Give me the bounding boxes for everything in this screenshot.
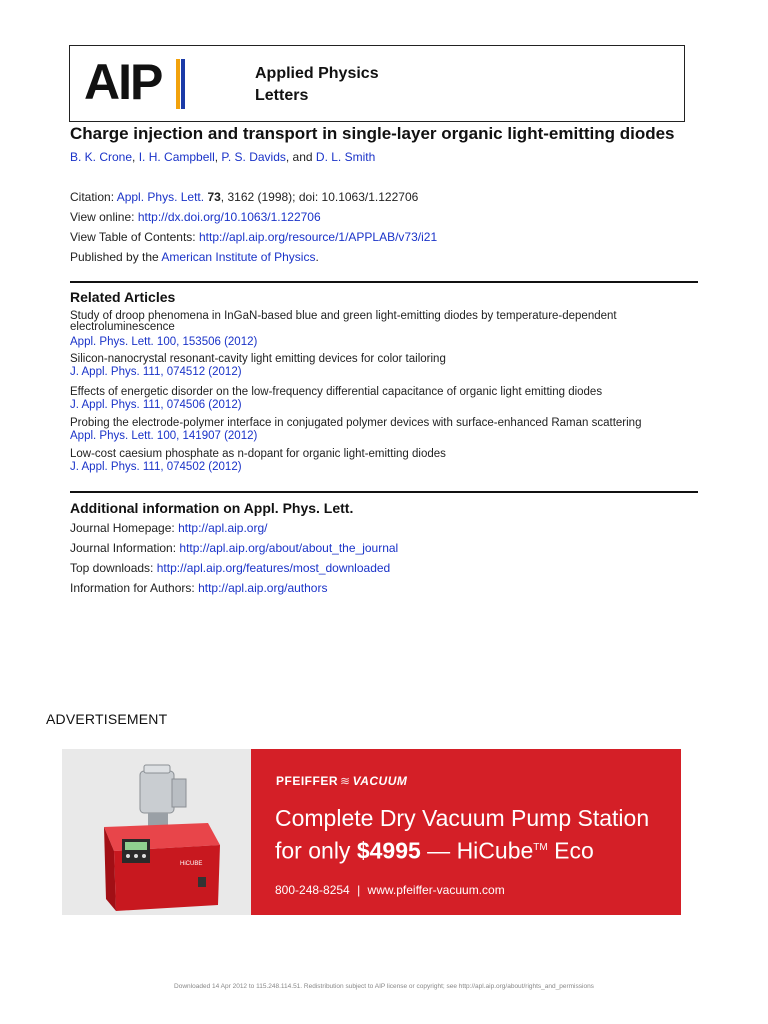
publisher-link[interactable]: American Institute of Physics bbox=[161, 250, 316, 264]
aip-logo bbox=[84, 55, 254, 115]
related-article-citation-link[interactable]: Appl. Phys. Lett. 100, 141907 (2012) bbox=[70, 430, 258, 442]
related-article-citation-link[interactable]: J. Appl. Phys. 111, 074506 (2012) bbox=[70, 399, 242, 411]
additional-info-heading: Additional information on Appl. Phys. Lett. bbox=[70, 500, 354, 516]
advertisement-heading: ADVERTISEMENT bbox=[46, 711, 168, 727]
journal-name bbox=[255, 63, 379, 107]
related-article-title: Silicon-nanocrystal resonant-cavity light emitting devices for color tailoring bbox=[70, 353, 446, 365]
doi-link[interactable]: http://dx.doi.org/10.1063/1.122706 bbox=[137, 210, 321, 224]
related-article-title: Effects of energetic disorder on the low-frequency differential capacitance of organic light emitting diodes bbox=[70, 386, 603, 398]
top-downloads-link[interactable]: http://apl.aip.org/features/most_downloaded bbox=[156, 561, 391, 575]
author-link-davids[interactable]: P. S. Davids bbox=[221, 150, 286, 164]
authors-info-line: Information for Authors: http://apl.aip.org/authors bbox=[70, 581, 328, 595]
citation-volume: 73 bbox=[207, 190, 221, 204]
related-article-title: Low-cost caesium phosphate as n-dopant for organic light-emitting diodes bbox=[70, 448, 446, 460]
related-articles-heading: Related Articles bbox=[70, 289, 176, 305]
journal-homepage-line: Journal Homepage: http://apl.aip.org/ bbox=[70, 521, 268, 535]
advertisement-contact: 800-248-8254 | www.pfeiffer-vacuum.com bbox=[275, 883, 505, 897]
author-list: B. K. Crone, I. H. Campbell, P. S. Davids, and D. L. Smith bbox=[70, 150, 376, 164]
advertisement-banner[interactable] bbox=[62, 749, 681, 915]
advertisement-price: $4995 bbox=[356, 837, 421, 864]
journal-homepage-link[interactable]: http://apl.aip.org/ bbox=[178, 521, 268, 535]
citation-journal-link[interactable]: Appl. Phys. Lett. bbox=[116, 190, 205, 204]
published-by-line: Published by the American Institute of Physics. bbox=[70, 250, 319, 264]
related-article-title: Study of droop phenomena in InGaN-based blue and green light-emitting diodes by temperature-dependent electroluminescence bbox=[70, 310, 617, 333]
advertisement-phone: 800-248-8254 bbox=[275, 883, 350, 897]
advertisement-headline: Complete Dry Vacuum Pump Station for only $4995 — HiCube™ Eco bbox=[275, 805, 650, 864]
divider bbox=[70, 491, 698, 493]
citation-line: Citation: Appl. Phys. Lett. 73, 3162 (1998); doi: 10.1063/1.122706 bbox=[70, 190, 419, 204]
download-footer: Downloaded 14 Apr 2012 to 115.248.114.51. Redistribution subject to AIP license or copyright; see http://apl.aip.org/about/rights_and_permissions bbox=[174, 983, 594, 990]
author-link-campbell[interactable]: I. H. Campbell bbox=[138, 150, 215, 164]
related-article-title: Probing the electrode-polymer interface in conjugated polymer devices with surface-enhanced Raman scattering bbox=[70, 417, 642, 429]
paper-title: Charge injection and transport in single-layer organic light-emitting diodes bbox=[70, 124, 675, 143]
authors-info-link[interactable]: http://apl.aip.org/authors bbox=[198, 581, 328, 595]
journal-header-banner bbox=[69, 45, 685, 122]
related-article-citation-link[interactable]: Appl. Phys. Lett. 100, 153506 (2012) bbox=[70, 336, 258, 348]
vacuum-pump-image bbox=[62, 749, 251, 915]
pfeiffer-vacuum-logo: PFEIFFER ≋ VACUUM bbox=[276, 774, 408, 788]
author-link-smith[interactable]: D. L. Smith bbox=[315, 150, 376, 164]
journal-name-line2: Letters bbox=[255, 87, 309, 104]
divider bbox=[70, 281, 698, 283]
author-link-crone[interactable]: B. K. Crone bbox=[70, 150, 133, 164]
aip-logo-text: AIP bbox=[84, 55, 162, 110]
toc-link[interactable]: http://apl.aip.org/resource/1/APPLAB/v73/i21 bbox=[198, 230, 438, 244]
journal-information-link[interactable]: http://apl.aip.org/about/about_the_journal bbox=[179, 541, 399, 555]
device-label: HiCUBE bbox=[180, 861, 203, 867]
advertisement-website[interactable]: www.pfeiffer-vacuum.com bbox=[367, 883, 505, 897]
view-toc-line: View Table of Contents: http://apl.aip.org/resource/1/APPLAB/v73/i21 bbox=[70, 230, 438, 244]
journal-name-line1: Applied Physics bbox=[255, 65, 379, 82]
journal-information-line: Journal Information: http://apl.aip.org/about/about_the_journal bbox=[70, 541, 399, 555]
advertisement-red-panel bbox=[251, 749, 681, 915]
related-article-citation-link[interactable]: J. Appl. Phys. 111, 074502 (2012) bbox=[70, 461, 242, 473]
top-downloads-line: Top downloads: http://apl.aip.org/features/most_downloaded bbox=[70, 561, 391, 575]
related-article-citation-link[interactable]: J. Appl. Phys. 111, 074512 (2012) bbox=[70, 366, 242, 378]
view-online-line: View online: http://dx.doi.org/10.1063/1.122706 bbox=[70, 210, 321, 224]
